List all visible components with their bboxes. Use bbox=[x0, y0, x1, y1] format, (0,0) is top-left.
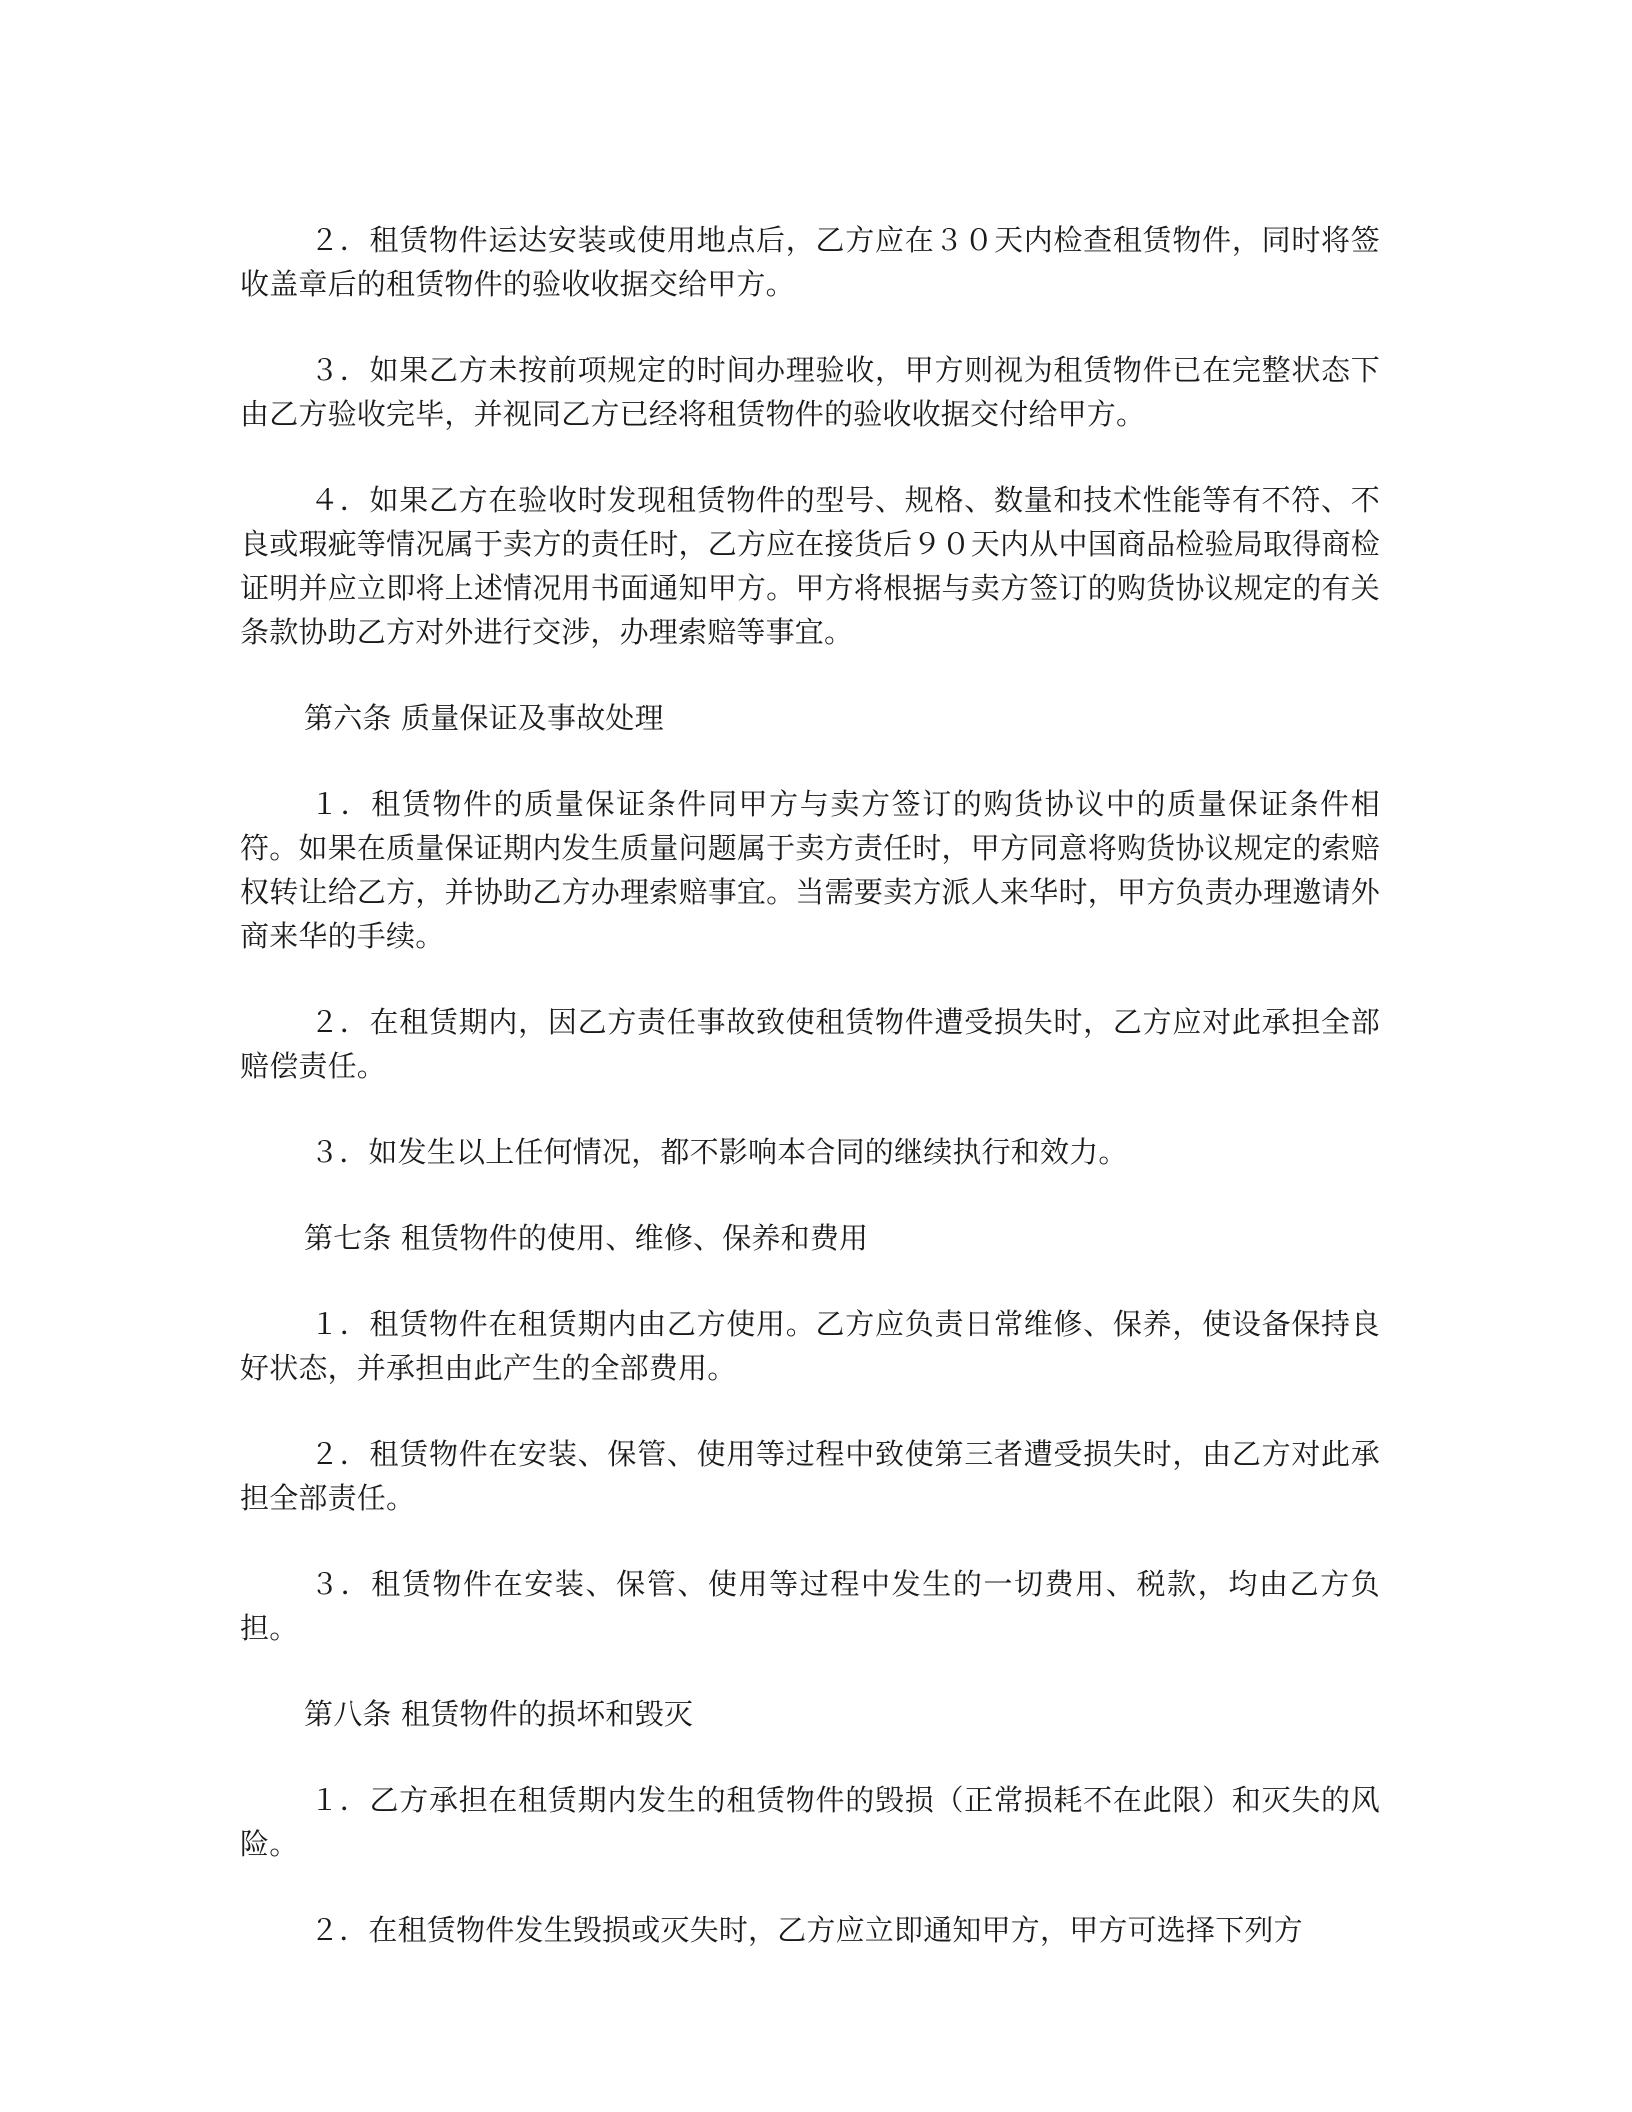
paragraph-clause-5-3: ３．如果乙方未按前项规定的时间办理验收，甲方则视为租赁物件已在完整状态下由乙方验收完毕，并视同乙方已经将租赁物件的验收收据交付给甲方。 bbox=[240, 353, 1380, 431]
paragraph-clause-7-1: １．租赁物件在租赁期内由乙方使用。乙方应负责日常维修、保养，使设备保持良好状态，并承担由此产生的全部费用。 bbox=[240, 1307, 1380, 1385]
paragraph-clause-5-4: ４．如果乙方在验收时发现租赁物件的型号、规格、数量和技术性能等有不符、不良或瑕疵等情况属于卖方的责任时，乙方应在接货后９０天内从中国商品检验局取得商检证明并应立即将上述情况用书面通知甲方。甲方将根据与卖方签订的购货协议规定的有关条款协助乙方对外进行交涉，办理索赔等事宜。 bbox=[240, 483, 1380, 649]
paragraph-clause-6-1: １．租赁物件的质量保证条件同甲方与卖方签订的购货协议中的质量保证条件相符。如果在质量保证期内发生质量问题属于卖方责任时，甲方同意将购货协议规定的索赔权转让给乙方，并协助乙方办理索赔事宜。当需要卖方派人来华时，甲方负责办理邀请外商来华的手续。 bbox=[240, 787, 1380, 953]
paragraph-clause-7-3: ３．租赁物件在安装、保管、使用等过程中发生的一切费用、税款，均由乙方负担。 bbox=[240, 1567, 1380, 1645]
document-body bbox=[240, 218, 1380, 1994]
article-6-heading: 第六条 质量保证及事故处理 bbox=[304, 701, 664, 735]
article-7-heading: 第七条 租赁物件的使用、维修、保养和费用 bbox=[304, 1221, 869, 1255]
paragraph-clause-6-2: ２．在租赁期内，因乙方责任事故致使租赁物件遭受损失时，乙方应对此承担全部赔偿责任。 bbox=[240, 1005, 1380, 1083]
paragraph-clause-8-2: ２．在租赁物件发生毁损或灭失时，乙方应立即通知甲方，甲方可选择下列方 bbox=[310, 1913, 1303, 1947]
paragraph-clause-5-2: ２．租赁物件运达安装或使用地点后，乙方应在３０天内检查租赁物件，同时将签收盖章后的租赁物件的验收收据交给甲方。 bbox=[240, 223, 1380, 301]
paragraph-clause-6-3: ３．如发生以上任何情况，都不影响本合同的继续执行和效力。 bbox=[310, 1135, 1128, 1169]
paragraph-clause-8-1: １．乙方承担在租赁期内发生的租赁物件的毁损（正常损耗不在此限）和灭失的风险。 bbox=[240, 1783, 1380, 1861]
article-8-heading: 第八条 租赁物件的损坏和毁灭 bbox=[304, 1697, 694, 1731]
paragraph-clause-7-2: ２．租赁物件在安装、保管、使用等过程中致使第三者遭受损失时，由乙方对此承担全部责任。 bbox=[240, 1437, 1380, 1515]
